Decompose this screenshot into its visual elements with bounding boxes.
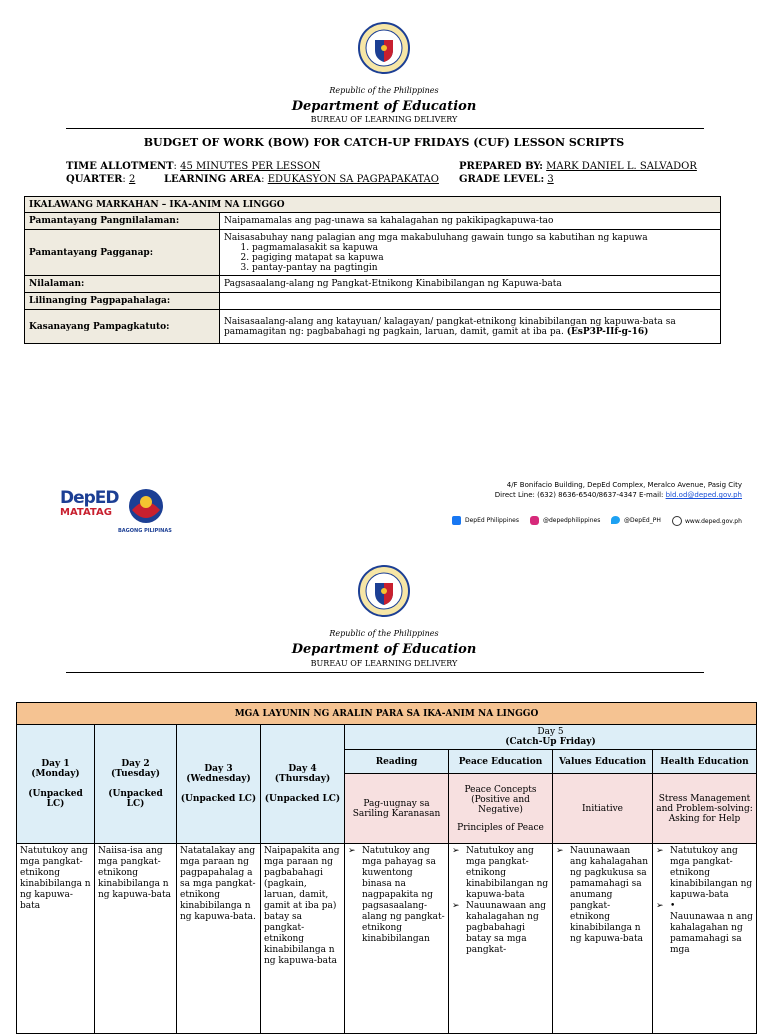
learning-area: LEARNING AREA: EDUKASYON SA PAGPAPAKATAO	[164, 174, 439, 185]
day1-header: Day 1 (Monday) (Unpacked LC)	[17, 725, 95, 844]
performance-list	[224, 243, 716, 273]
subject-reading: Reading	[345, 750, 449, 774]
list-item: 3. pantay-pantay na pagtingin	[252, 263, 716, 273]
contact-line: Direct Line: (632) 8636-6540/8637-4347 E-mail: bld.od@deped.gov.ph	[494, 491, 742, 499]
subject-values-education: Values Education	[553, 750, 653, 774]
day3-header: Day 3 (Wednesday) (Unpacked LC)	[177, 725, 261, 844]
objectives-heading: MGA LAYUNIN NG ARALIN PARA SA IKA-ANIM NA LINGGO	[17, 703, 757, 725]
list-item: 1. pagmamalasakit sa kapuwa	[252, 243, 716, 253]
competency-text: Naisasaalang-alang ang katayuan/ kalagayan/ pangkat-etnikong kinabibilangan ng kapuwa-bata sa pamamagitan ng: pagbabahagi ng pagkain, laruan, damit, gamit at iba pa.	[224, 316, 676, 337]
bagong-pilipinas-text: BAGONG PILIPINAS	[118, 528, 172, 534]
address-line: 4/F Bonifacio Building, DepEd Complex, Meralco Avenue, Pasig City	[506, 481, 742, 489]
row-label: Nilalaman:	[25, 276, 220, 293]
bureau-text: BUREAU OF LEARNING DELIVERY	[310, 115, 458, 124]
grade-level: GRADE LEVEL: 3	[459, 174, 554, 185]
twitter-link[interactable]: @DepEd_PH	[611, 516, 661, 524]
arrow-bullet-icon: ➢	[348, 846, 356, 856]
facebook-icon	[452, 516, 461, 525]
day1-objective: Natutukoy ang mga pangkat-etnikong kinabibilanga n ng kapuwa-bata	[17, 844, 95, 1034]
subject-peace-education: Peace Education	[449, 750, 553, 774]
website-link[interactable]: www.deped.gov.ph	[672, 516, 742, 526]
facebook-link[interactable]: DepEd Philippines	[452, 516, 519, 525]
deped-seal-icon	[358, 565, 410, 617]
day2-header: Day 2 (Tuesday) (Unpacked LC)	[95, 725, 177, 844]
objectives-table	[16, 702, 757, 1034]
subject-health-education: Health Education	[653, 750, 757, 774]
instagram-icon	[530, 516, 539, 525]
row-label: Kasanayang Pampagkatuto:	[25, 310, 220, 344]
deped-seal-icon	[358, 22, 410, 74]
republic-text: Republic of the Philippines	[329, 86, 439, 95]
header-divider	[66, 672, 704, 673]
department-title: Department of Education	[291, 642, 477, 657]
document-title: BUDGET OF WORK (BOW) FOR CATCH-UP FRIDAYS (CUF) LESSON SCRIPTS	[143, 136, 625, 149]
instagram-link[interactable]: @depedphilippines	[530, 516, 600, 525]
health-objective: ➢ Natutukoy ang mga pangkat-etnikong kinabibilangan ng kapuwa-bata ➢ • Nauunawaa n ang kahalagahan ng pamamahagi sa mga	[653, 844, 757, 1034]
day3-objective: Natatalakay ang mga paraan ng pagpapahalag a sa mga pangkat-etnikong kinabibilanga n ng kapuwa-bata.	[177, 844, 261, 1034]
globe-icon	[672, 516, 682, 526]
row-value	[220, 293, 721, 310]
prepared-by: PREPARED BY: MARK DANIEL L. SALVADOR	[459, 161, 697, 172]
deped-matatag-logo: DepED MATATAG	[60, 488, 119, 518]
topic-peace: Peace Concepts (Positive and Negative) Principles of Peace	[449, 774, 553, 844]
row-value	[220, 230, 721, 276]
time-allotment: TIME ALLOTMENT: 45 MINUTES PER LESSON	[66, 161, 321, 172]
competency-code: (EsP3P-IIf-g-16)	[566, 326, 649, 337]
day4-header: Day 4 (Thursday) (Unpacked LC)	[261, 725, 345, 844]
bureau-text: BUREAU OF LEARNING DELIVERY	[310, 659, 458, 668]
arrow-bullet-icon: ➢	[452, 846, 460, 856]
row-value: Pagsasaalang-alang ng Pangkat-Etnikong Kinabibilangan ng Kapuwa-bata	[220, 276, 721, 293]
row-label: Pamantayang Pagganap:	[25, 230, 220, 276]
topic-values: Initiative	[553, 774, 653, 844]
quarter: QUARTER: 2	[66, 174, 136, 185]
day4-objective: Naipapakita ang mga paraan ng pagbabahagi (pagkain, laruan, damit, gamit at iba pa) batay sa pangkat-etnikong kinabibilanga n ng kapuwa-bata	[261, 844, 345, 1034]
topic-reading: Pag-uugnay sa Sariling Karanasan	[345, 774, 449, 844]
list-item: 2. pagiging matapat sa kapuwa	[252, 253, 716, 263]
arrow-bullet-icon: ➢	[656, 901, 664, 911]
quarter-heading: IKALAWANG MARKAHAN – IKA-ANIM NA LINGGO	[25, 197, 721, 213]
row-label: Lilinanging Pagpapahalaga:	[25, 293, 220, 310]
day2-objective: Naiisa-isa ang mga pangkat-etnikong kinabibilanga n ng kapuwa-bata	[95, 844, 177, 1034]
reading-objective: ➢ Natutukoy ang mga pahayag sa kuwentong binasa na nagpapakita ng pagsasaalang-alang ng pangkat-etnikong kinabibilangan	[345, 844, 449, 1034]
health-objective-2: Nauunawaa n ang kahalagahan ng pamamahagi sa mga	[670, 912, 753, 955]
arrow-bullet-icon: ➢	[452, 901, 460, 911]
bagong-pilipinas-logo-icon	[120, 486, 172, 528]
row-value: Naipamamalas ang pag-unawa sa kahalagahan ng pakikipagkapuwa-tao	[220, 213, 721, 230]
header-divider	[66, 128, 704, 129]
day5-header: Day 5 (Catch-Up Friday)	[345, 725, 757, 750]
republic-text: Republic of the Philippines	[329, 629, 439, 638]
values-objective: ➢ Nauunawaan ang kahalagahan ng pagkukusa sa pamamahagi sa anumang pangkat-etnikong kinabibilanga n ng kapuwa-bata	[553, 844, 653, 1034]
peace-objective: ➢ Natutukoy ang mga pangkat-etnikong kinabibilangan ng kapuwa-bata ➢ Nauunawaan ang kahalagahan ng pagbabahagi batay sa mga pangkat-	[449, 844, 553, 1034]
department-title: Department of Education	[291, 99, 477, 114]
row-label: Pamantayang Pangnilalaman:	[25, 213, 220, 230]
email-link[interactable]: bld.od@deped.gov.ph	[665, 491, 742, 499]
arrow-bullet-icon: ➢	[556, 846, 564, 856]
topic-health: Stress Management and Problem-solving: Asking for Help	[653, 774, 757, 844]
performance-standard-text: Naisasabuhay nang palagian ang mga makabuluhang gawain tungo sa kabutihan ng kapuwa	[224, 232, 648, 243]
competency-table	[24, 196, 721, 344]
row-value	[220, 310, 721, 344]
twitter-icon	[611, 516, 620, 524]
arrow-bullet-icon: ➢	[656, 846, 664, 856]
